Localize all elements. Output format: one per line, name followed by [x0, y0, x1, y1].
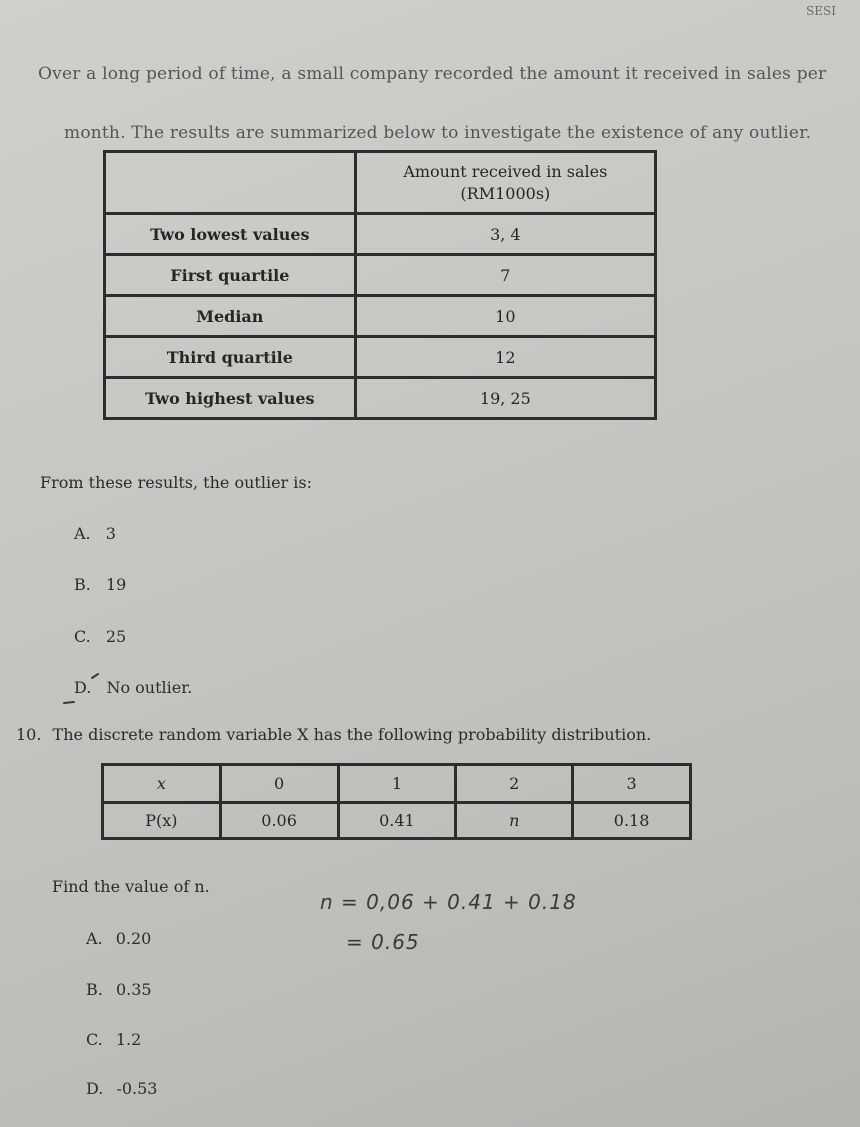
option-a[interactable] [74, 524, 116, 543]
option-letter: D. [74, 678, 92, 697]
table-row-label: Median [105, 296, 356, 337]
handwritten-working-line-1: n = 0,06 + 0.41 + 0.18 [320, 890, 577, 914]
question-prompt: From these results, the outlier is: [40, 473, 312, 492]
option-text: 19 [105, 575, 127, 594]
option-letter: B. [86, 980, 103, 999]
table-row-value: 7 [355, 255, 655, 296]
prob-table-cell: 1 [338, 765, 456, 803]
pencil-tick-mark [62, 672, 108, 706]
option-b[interactable] [74, 575, 126, 594]
prob-table-cell: n [456, 803, 573, 839]
table-row-label: Two highest values [105, 378, 356, 419]
table-row-label: First quartile [105, 255, 356, 296]
prob-table-cell: 0.06 [220, 803, 338, 839]
question-10-prompt: Find the value of n. [52, 877, 210, 896]
option-text: 1.2 [115, 1030, 142, 1049]
option-letter: C. [86, 1030, 103, 1049]
option-letter: A. [74, 524, 91, 543]
table-row-label: Third quartile [105, 337, 356, 378]
option-letter: C. [74, 627, 91, 646]
table-row-value: 12 [355, 337, 655, 378]
question-10-stem [16, 725, 651, 744]
option-d[interactable] [86, 1079, 157, 1098]
question-intro-line-2: month. The results are summarized below to investigate the existence of any outlier. [64, 123, 812, 143]
probability-table [101, 763, 692, 840]
prob-table-cell: x [103, 765, 221, 803]
option-text: 0.20 [115, 929, 152, 948]
option-c[interactable] [74, 627, 126, 646]
table-column-header: Amount received in sales (RM1000s) [355, 152, 655, 214]
prob-table-cell: 0.41 [338, 803, 456, 839]
page-marker: SESI [806, 4, 836, 18]
question-number: 10. [16, 725, 42, 744]
prob-table-cell: 0.18 [573, 803, 691, 839]
option-text: 0.35 [115, 980, 152, 999]
table-row-value: 19, 25 [355, 378, 655, 419]
option-text: 25 [105, 627, 127, 646]
handwritten-working-line-2: = 0.65 [346, 930, 420, 954]
option-c[interactable] [86, 1030, 141, 1049]
prob-table-cell: P(x) [103, 803, 221, 839]
option-text: No outlier. [106, 678, 193, 697]
option-b[interactable] [86, 980, 152, 999]
table-row-value: 10 [355, 296, 655, 337]
option-letter: B. [74, 575, 91, 594]
table-corner-cell [105, 152, 356, 214]
option-letter: D. [86, 1079, 104, 1098]
prob-table-cell: 2 [456, 765, 573, 803]
option-text: 3 [105, 524, 116, 543]
option-a[interactable] [86, 929, 151, 948]
prob-table-cell: 3 [573, 765, 691, 803]
table-row-value: 3, 4 [355, 214, 655, 255]
option-letter: A. [86, 929, 103, 948]
prob-table-cell: 0 [220, 765, 338, 803]
table-row-label: Two lowest values [105, 214, 356, 255]
question-intro-line-1: Over a long period of time, a small company recorded the amount it received in sales per [38, 64, 827, 84]
question-stem-text: The discrete random variable X has the following probability distribution. [52, 725, 652, 744]
sales-summary-table [103, 150, 657, 420]
option-text: -0.53 [116, 1079, 158, 1098]
